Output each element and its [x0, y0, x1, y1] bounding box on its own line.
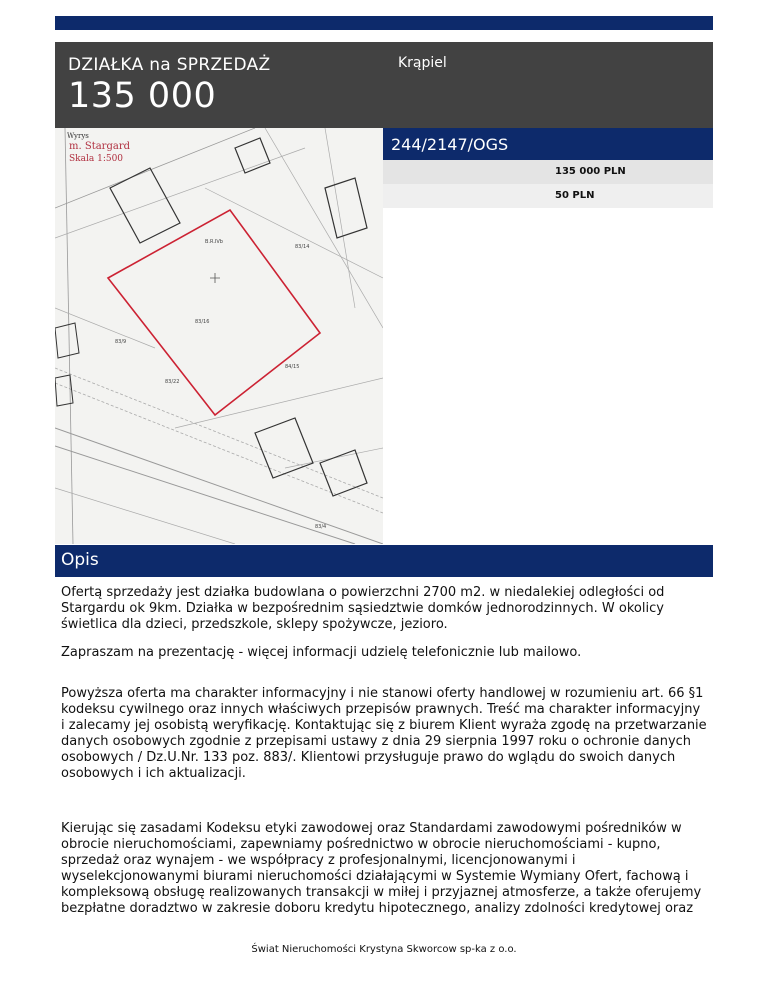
offer-reference-number: 244/2147/OGS: [391, 135, 509, 154]
company-info-paragraph: Kierując się zasadami Kodeksu etyki zawodowej oraz Standardami zawodowymi pośredników w obrocie nieruchomościami, zapewniamy pośrednictwo w obrocie nieruchomościami - kupno, sprzedaż oraz wynajem - we współpracy z profesjonalnymi, licencjonowanymi i wyselekcjonowanymi biurami nieruchomości działającymi w Systemie Wymiany Ofert, fachową i kompleksową obsługę realizowanych transakcji w miłej i przyjaznej atmosferze, a także oferujemy bezpłatne doradztwo w zakresie doboru kredytu hipotecznego, analizy zdolności kredytowej oraz: [61, 821, 702, 916]
top-accent-bar: [55, 16, 713, 30]
offer-price: 135 000: [68, 76, 217, 116]
svg-text:83/9: 83/9: [115, 339, 127, 345]
contact-paragraph: Zapraszam na prezentację - więcej informacji udzielę telefonicznie lub mailowo.: [61, 645, 582, 660]
svg-text:84/15: 84/15: [285, 364, 300, 370]
offer-location: Krąpiel: [398, 55, 447, 71]
description-paragraph: Ofertą sprzedaży jest działka budowlana o powierzchni 2700 m2. w niedalekiej odległości od Stargardu ok 9km. Działka w bezpośrednim sąsiedztwie domków jednorodzinnych. W okolicy świetlica dla dzieci, przedszkole, sklepy spożywcze, jezioro.: [61, 585, 665, 632]
offer-header: [55, 42, 713, 128]
cadastral-map-image: [55, 128, 383, 544]
description-heading: Opis: [61, 550, 99, 570]
map-stamp-scale: Skala 1:500: [69, 154, 124, 164]
svg-text:B.R.IVb: B.R.IVb: [205, 239, 223, 245]
price-value: 135 000 PLN: [555, 166, 626, 177]
offer-reference-bar: [383, 128, 713, 160]
footer-company: Świat Nieruchomości Krystyna Skworcow sp-ka z o.o.: [251, 944, 517, 955]
svg-text:83/16: 83/16: [195, 319, 210, 325]
svg-text:83/14: 83/14: [295, 244, 310, 250]
svg-text:83/22: 83/22: [165, 379, 180, 385]
map-stamp-city: m. Stargard: [69, 141, 130, 152]
price-row: [383, 160, 713, 184]
svg-text:83/4: 83/4: [315, 524, 327, 530]
price-per-m2-value: 50 PLN: [555, 190, 595, 201]
description-heading-bar: [55, 545, 713, 577]
map-stamp-title: Wyrys: [67, 132, 89, 140]
price-per-m2-row: [383, 184, 713, 208]
offer-type-label: DZIAŁKA na SPRZEDAŻ: [68, 55, 271, 75]
legal-disclaimer-paragraph: Powyższa oferta ma charakter informacyjny i nie stanowi oferty handlowej w rozumieniu art. 66 §1 kodeksu cywilnego oraz innych właściwych przepisów prawnych. Treść ma charakter informacyjny i zalecamy jej osobistą weryfikację. Kontaktując się z biurem Klient wyraża zgodę na przetwarzanie danych osobowych zgodnie z przepisami ustawy z dnia 29 sierpnia 1997 roku o ochronie danych osobowych / Dz.U.Nr. 133 poz. 883/. Klientowi przysługuje prawo do wglądu do swoich danych osobowych i ich aktualizacji.: [61, 686, 707, 781]
